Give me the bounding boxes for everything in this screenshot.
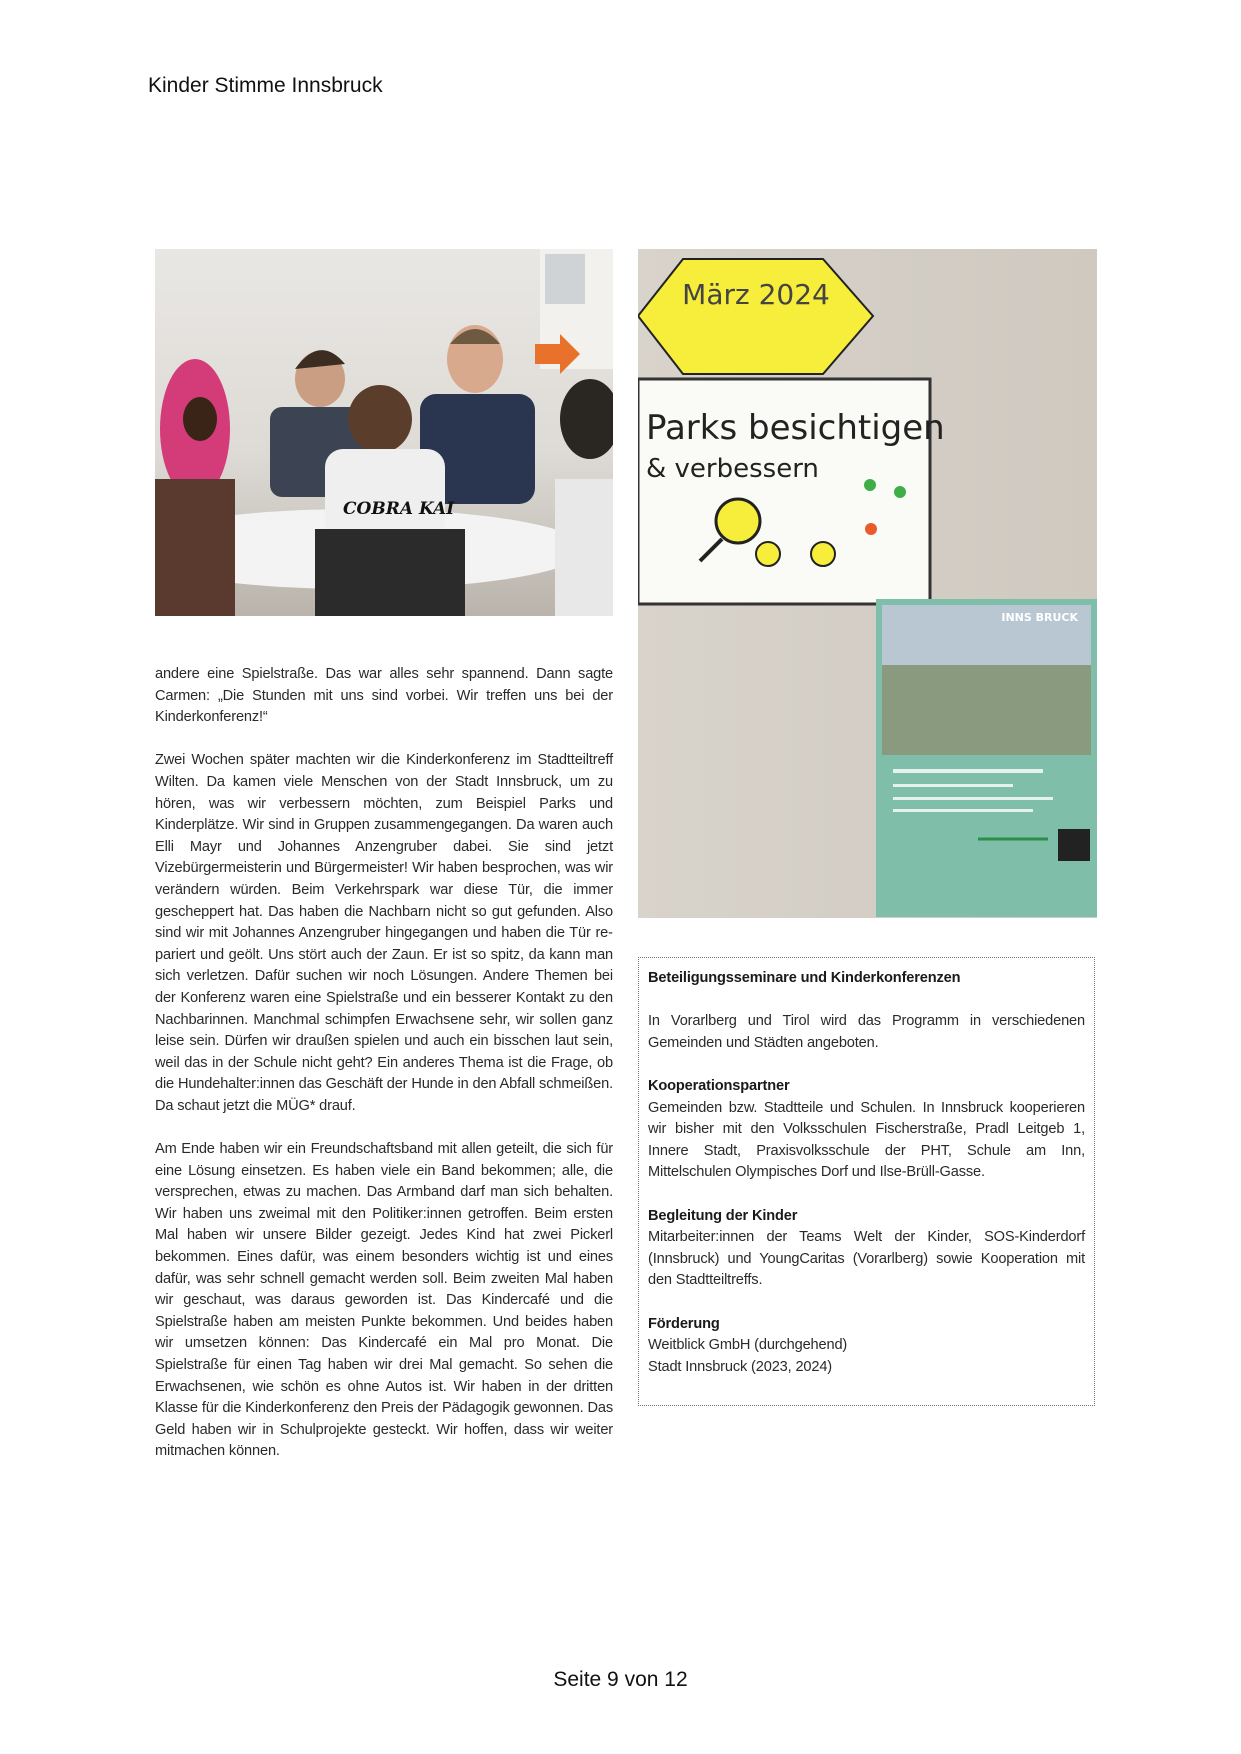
article-paragraph: Am Ende haben wir ein Freundschaftsband mit allen geteilt, die sich für eine Lösung einsetzen. Es haben viele ein Band bekommen; alle, die versprechen, etwas zu machen. Das Armband darf man sich behalten. Wir haben uns zweimal mit den Politiker:innen getroffen. Beim ersten Mal haben wir unsere Bilder gezeigt. Jedes Kind hat zwei Pickerl bekommen. Eines dafür, was einem besonders wichtig ist und eines dafür, was sehr schnell gemacht werden soll. Beim zweiten Mal haben wir geschaut, was daraus geworden ist. Das Kindercafé und die Spielstraße haben am meisten Punkte bekommen. Und beides haben wir umsetzen können: Das Kindercafé ein Mal pro Monat. Die Spielstraße für einen Tag haben wir drei Mal gemacht. So sehen die Erwachsenen, wie schön es ohne Autos ist. Wir haben in der dritten Klasse für die Kinderkonferenz den Preis der Pädagogik gewonnen. Das Geld haben wir in Schulprojekte gesteckt. Wir hoffen, dass wir weiter mitmachen können. xyxy=(155,1141,613,1460)
info-box-intro: In Vorarlberg und Tirol wird das Programm in verschiedenen Gemeinden und Städten angeboten. xyxy=(648,1013,1085,1051)
poster-subtitle: & verbessern xyxy=(646,454,819,484)
conference-photo-illustration xyxy=(155,249,613,616)
document-header: Kinder Stimme Innsbruck xyxy=(148,74,383,97)
magnifier-drawing xyxy=(716,499,760,543)
qr-code xyxy=(1058,829,1090,861)
article-paragraph: andere eine Spielstraße. Das war alles sehr spannend. Dann sagte Carmen: „Die Stunden mit uns sind vorbei. Wir treffen uns bei der Kinderkonferenz!“ xyxy=(155,666,613,726)
info-box-title: Beteiligungsseminare und Kinderkonferenzen xyxy=(648,970,961,986)
info-section-heading: Begleitung der Kinder xyxy=(648,1207,798,1224)
info-section-text: Gemeinden bzw. Stadtteile und Schulen. In Innsbruck kooperieren wir bisher mit den Volksschulen Fischerstraße, Pradl Leitgeb 1, Innere Stadt, Praxisvolksschule der PHT, Schule am Inn, Mittelschulen Olympisches Dorf und Ilse-Brüll-Gasse. xyxy=(648,1099,1085,1181)
shirt-lettering: COBRA KAI xyxy=(343,499,455,519)
info-section-text: Mitarbeiter:innen der Teams Welt der Kinder, SOS-Kinderdorf (Innsbruck) und YoungCaritas (Vorarlberg) sowie Kooperation mit den Stadtteiltreffs. xyxy=(648,1229,1085,1289)
article-paragraph: Zwei Wochen später machten wir die Kinderkonferenz im Stadtteiltreff Wilten. Da kamen viele Menschen von der Stadt Innsbruck, um zu hören, was wir verbessern möchten, zum Beispiel Parks und Kinderplätze. Wir sind in Gruppen zusammengegangen. Da waren auch Elli Mayr und Johannes Anzengruber dabei. Sie sind jetzt Vizebürgermeisterin und Bürgermeister! Wir haben besprochen, was wir verändern würden. Beim Verkehrspark war diese Tür, die immer gescheppert hat. Das haben die Nachbarn nicht so gut gefunden. Also sind wir mit Johannes Anzengruber hingegangen und haben die Tür repariert und geölt. Uns stört auch der Zaun. Er ist so spitz, da kann man sich verletzen. Dafür suchen wir noch Lösungen. Andere Themen bei der Konferenz waren eine Spielstraße und ein besserer Kontakt zu den Nachbarinnen. Manchmal schimpfen Erwachsene sehr, wir sollen ganz leise sein. Dürfen wir draußen spielen und auch ein bisschen laut sein, weil das in der Schule nicht geht? Ein anderes Thema ist die Frage, ob die Hundehalter:innen das Geschäft der Hunde in den Abfall schmeißen. Da schaut jetzt die MÜG* drauf. xyxy=(155,752,613,1114)
page-number: Seite 9 von 12 xyxy=(553,1668,688,1691)
photo-poster-wall xyxy=(638,249,1097,918)
info-section-heading: Förderung xyxy=(648,1315,720,1332)
poster-wall-illustration xyxy=(638,249,1097,918)
sign-text: März 2024 xyxy=(682,278,830,311)
article-body xyxy=(155,664,613,1485)
photo-children-conference xyxy=(155,249,613,616)
info-section-text: Stadt Innsbruck (2023, 2024) xyxy=(648,1358,833,1375)
flyer-logo: INNS BRUCK xyxy=(1001,611,1078,624)
info-section-text: Weitblick GmbH (durchgehend) xyxy=(648,1337,848,1354)
info-box xyxy=(638,957,1095,1406)
info-section-heading: Kooperationspartner xyxy=(648,1077,790,1094)
poster-title: Parks besichtigen xyxy=(646,408,945,448)
